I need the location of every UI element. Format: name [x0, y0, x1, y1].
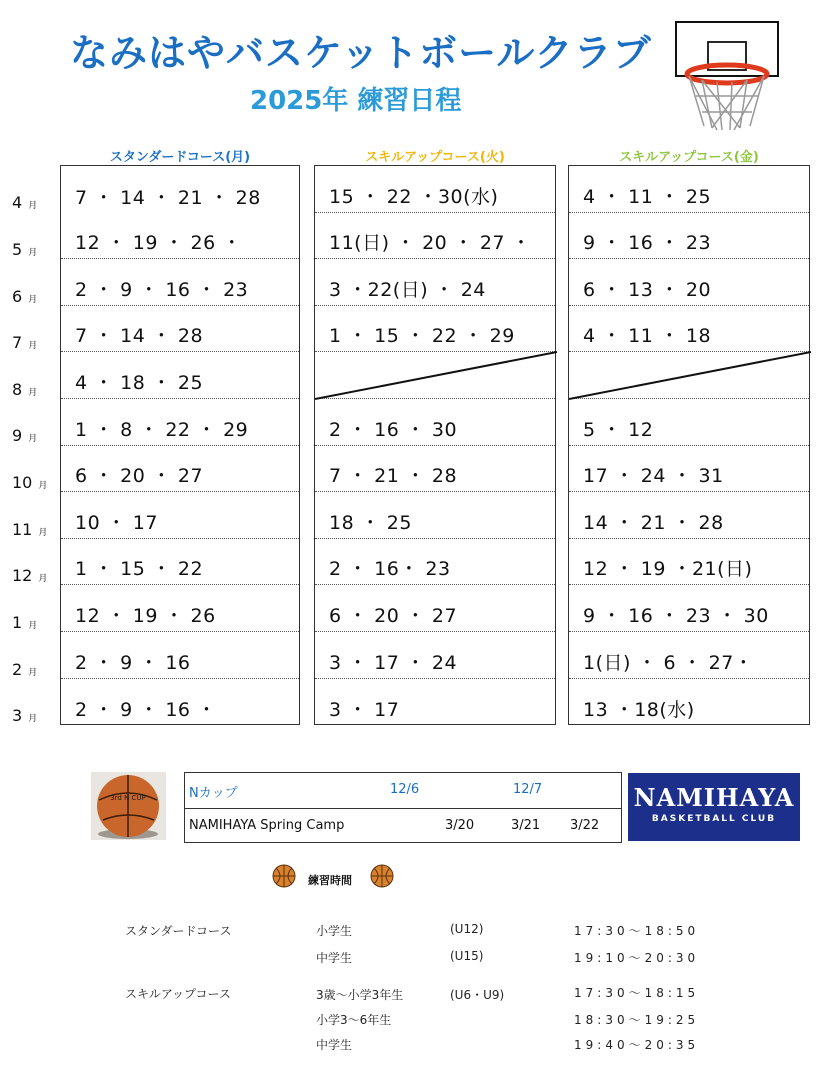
month-label — [12, 380, 54, 399]
course-header-skill-tue: スキルアップコース(火) — [365, 150, 505, 165]
logo-main-text: NAMIHAYA — [633, 783, 795, 812]
schedule-row — [61, 306, 299, 353]
schedule-dates: 5 ・ 12 — [583, 418, 654, 441]
grade: 3歳〜小学3年生 — [316, 988, 404, 1002]
schedule-dates: 2 ・ 16・ 23 — [329, 558, 451, 581]
schedule-dates: 2 ・ 16 ・ 30 — [329, 418, 458, 441]
schedule-box-standard — [60, 165, 300, 725]
schedule-row — [61, 585, 299, 632]
schedule-dates: 12 ・ 19 ・ 26 — [75, 604, 216, 627]
schedule-dates: 6 ・ 13 ・ 20 — [583, 278, 712, 301]
schedule-row — [569, 585, 809, 632]
schedule-row — [61, 399, 299, 446]
schedule-row — [569, 492, 809, 539]
month-unit: 月 — [28, 295, 38, 305]
basketball-icon — [272, 864, 296, 888]
schedule-dates: 3 ・ 17 ・ 24 — [329, 651, 458, 674]
month-label — [12, 287, 54, 306]
event-date: 12/6 — [390, 782, 420, 797]
schedule-dates: 9 ・ 16 ・ 23 ・ 30 — [583, 604, 769, 627]
schedule-row — [315, 679, 555, 726]
schedule-row — [315, 446, 555, 493]
age-code: (U15) — [450, 949, 484, 963]
club-logo — [628, 773, 800, 841]
schedule-row — [569, 306, 809, 353]
month-unit: 月 — [38, 481, 48, 491]
month-unit: 月 — [28, 201, 38, 211]
schedule-dates: 7 ・ 14 ・ 28 — [75, 325, 204, 348]
schedule-dates: 1 ・ 15 ・ 22 ・ 29 — [329, 325, 515, 348]
schedule-row — [315, 352, 555, 399]
schedule-dates: 10 ・ 17 — [75, 511, 158, 534]
schedule-row — [315, 632, 555, 679]
schedule-dates: 6 ・ 20 ・ 27 — [75, 465, 204, 488]
schedule-row — [61, 213, 299, 260]
schedule-dates: 1 ・ 15 ・ 22 — [75, 558, 204, 581]
schedule-row — [569, 352, 809, 399]
event-date: 3/22 — [570, 818, 600, 833]
schedule-row — [315, 259, 555, 306]
age-code: (U12) — [450, 922, 484, 936]
month-unit: 月 — [38, 574, 48, 584]
event-date: 12/7 — [513, 782, 543, 797]
basketball-photo — [91, 772, 166, 840]
schedule-row — [569, 446, 809, 493]
schedule-row — [61, 352, 299, 399]
schedule-row — [61, 166, 299, 213]
month-label — [12, 240, 54, 259]
practice-time-label: 練習時間 — [308, 874, 352, 887]
basketball-hoop-icon — [672, 18, 782, 133]
month-unit: 月 — [28, 341, 38, 351]
schedule-row — [569, 259, 809, 306]
schedule-row — [315, 539, 555, 586]
practice-time: 18:30〜19:25 — [574, 1013, 700, 1027]
month-number: 10 — [12, 473, 33, 492]
course-name: スキルアップコース — [125, 987, 231, 1001]
age-code: (U6・U9) — [450, 988, 505, 1002]
month-number: 7 — [12, 333, 23, 352]
schedule-row — [569, 399, 809, 446]
schedule-dates: 4 ・ 11 ・ 25 — [583, 185, 712, 208]
schedule-row — [61, 679, 299, 726]
events-table — [184, 772, 622, 843]
schedule-dates: 1 ・ 8 ・ 22 ・ 29 — [75, 418, 249, 441]
grade: 中学生 — [316, 1038, 353, 1052]
page-subtitle: 2025年 練習日程 — [250, 86, 462, 116]
page-title: なみはやバスケットボールクラブ — [70, 31, 652, 75]
basketball-icon — [370, 864, 394, 888]
course-name: スタンダードコース — [125, 924, 232, 938]
schedule-row — [569, 166, 809, 213]
schedule-dates: 11(日) ・ 20 ・ 27 ・ — [329, 232, 532, 255]
month-unit: 月 — [28, 714, 38, 724]
ball-label: 3rd N CUP — [110, 794, 146, 802]
month-label — [12, 566, 54, 585]
month-label — [12, 660, 54, 679]
event-name: Nカップ — [189, 786, 238, 801]
schedule-dates: 12 ・ 19 ・ 26 ・ — [75, 232, 242, 255]
month-number: 2 — [12, 660, 23, 679]
schedule-row — [315, 585, 555, 632]
month-label — [12, 473, 54, 492]
practice-time-heading — [272, 864, 396, 892]
schedule-dates: 12 ・ 19 ・21(日) — [583, 558, 753, 581]
schedule-dates: 13 ・18(水) — [583, 699, 695, 722]
month-number: 9 — [12, 426, 23, 445]
month-unit: 月 — [28, 388, 38, 398]
event-name: NAMIHAYA Spring Camp — [189, 818, 345, 833]
month-label — [12, 520, 54, 539]
month-number: 6 — [12, 287, 23, 306]
event-date: 3/21 — [511, 818, 541, 833]
schedule-row — [315, 213, 555, 260]
month-unit: 月 — [28, 668, 38, 678]
schedule-dates: 2 ・ 9 ・ 16 — [75, 651, 191, 674]
schedule-dates: 3 ・ 17 — [329, 699, 400, 722]
schedule-row — [61, 632, 299, 679]
schedule-row — [315, 306, 555, 353]
month-number: 1 — [12, 613, 23, 632]
practice-time: 19:10〜20:30 — [574, 951, 700, 965]
month-label — [12, 613, 54, 632]
practice-time: 17:30〜18:50 — [574, 924, 700, 938]
event-row-spring-camp — [185, 808, 621, 844]
schedule-dates: 2 ・ 9 ・ 16 ・ — [75, 699, 217, 722]
schedule-dates: 7 ・ 14 ・ 21 ・ 28 — [75, 186, 261, 209]
schedule-dates: 14 ・ 21 ・ 28 — [583, 511, 724, 534]
schedule-box-skill-fri — [568, 165, 810, 725]
schedule-row — [569, 539, 809, 586]
schedule-row — [61, 446, 299, 493]
month-label — [12, 193, 54, 212]
schedule-dates: 2 ・ 9 ・ 16 ・ 23 — [75, 278, 249, 301]
schedule-row — [61, 539, 299, 586]
grade: 小学生 — [316, 924, 353, 938]
month-number: 5 — [12, 240, 23, 259]
schedule-dates: 18 ・ 25 — [329, 511, 412, 534]
schedule-dates: 17 ・ 24 ・ 31 — [583, 465, 724, 488]
month-label — [12, 333, 54, 352]
practice-time: 17:30〜18:15 — [574, 986, 700, 1000]
event-date: 3/20 — [445, 818, 475, 833]
month-unit: 月 — [28, 434, 38, 444]
month-label — [12, 706, 54, 725]
schedule-dates: 6 ・ 20 ・ 27 — [329, 604, 458, 627]
practice-time: 19:40〜20:35 — [574, 1038, 700, 1052]
grade: 小学3〜6年生 — [316, 1013, 392, 1027]
schedule-row — [569, 679, 809, 726]
month-label — [12, 426, 54, 445]
month-unit: 月 — [28, 621, 38, 631]
month-unit: 月 — [38, 528, 48, 538]
schedule-dates: 15 ・ 22 ・30(水) — [329, 185, 499, 208]
course-header-skill-fri: スキルアップコース(金) — [619, 150, 759, 165]
month-number: 11 — [12, 520, 33, 539]
schedule-row — [569, 213, 809, 260]
logo-sub-text: BASKETBALL CLUB — [651, 814, 777, 824]
month-unit: 月 — [28, 248, 38, 258]
schedule-dates: 3 ・22(日) ・ 24 — [329, 278, 486, 301]
schedule-box-skill-tue — [314, 165, 556, 725]
month-number: 12 — [12, 566, 33, 585]
grade: 中学生 — [316, 951, 353, 965]
schedule-dates: 9 ・ 16 ・ 23 — [583, 232, 712, 255]
schedule-dates: 7 ・ 21 ・ 28 — [329, 465, 458, 488]
event-row-ncup — [185, 773, 621, 808]
month-number: 3 — [12, 706, 23, 725]
schedule-dates: 1(日) ・ 6 ・ 27・ — [583, 651, 754, 674]
schedule-row — [315, 492, 555, 539]
schedule-row — [569, 632, 809, 679]
schedule-dates: 4 ・ 11 ・ 18 — [583, 325, 712, 348]
schedule-row — [61, 259, 299, 306]
schedule-row — [315, 166, 555, 213]
month-number: 8 — [12, 380, 23, 399]
schedule-dates: 4 ・ 18 ・ 25 — [75, 371, 204, 394]
schedule-row — [315, 399, 555, 446]
month-number: 4 — [12, 193, 23, 212]
course-header-standard: スタンダードコース(月) — [109, 150, 251, 165]
schedule-row — [61, 492, 299, 539]
